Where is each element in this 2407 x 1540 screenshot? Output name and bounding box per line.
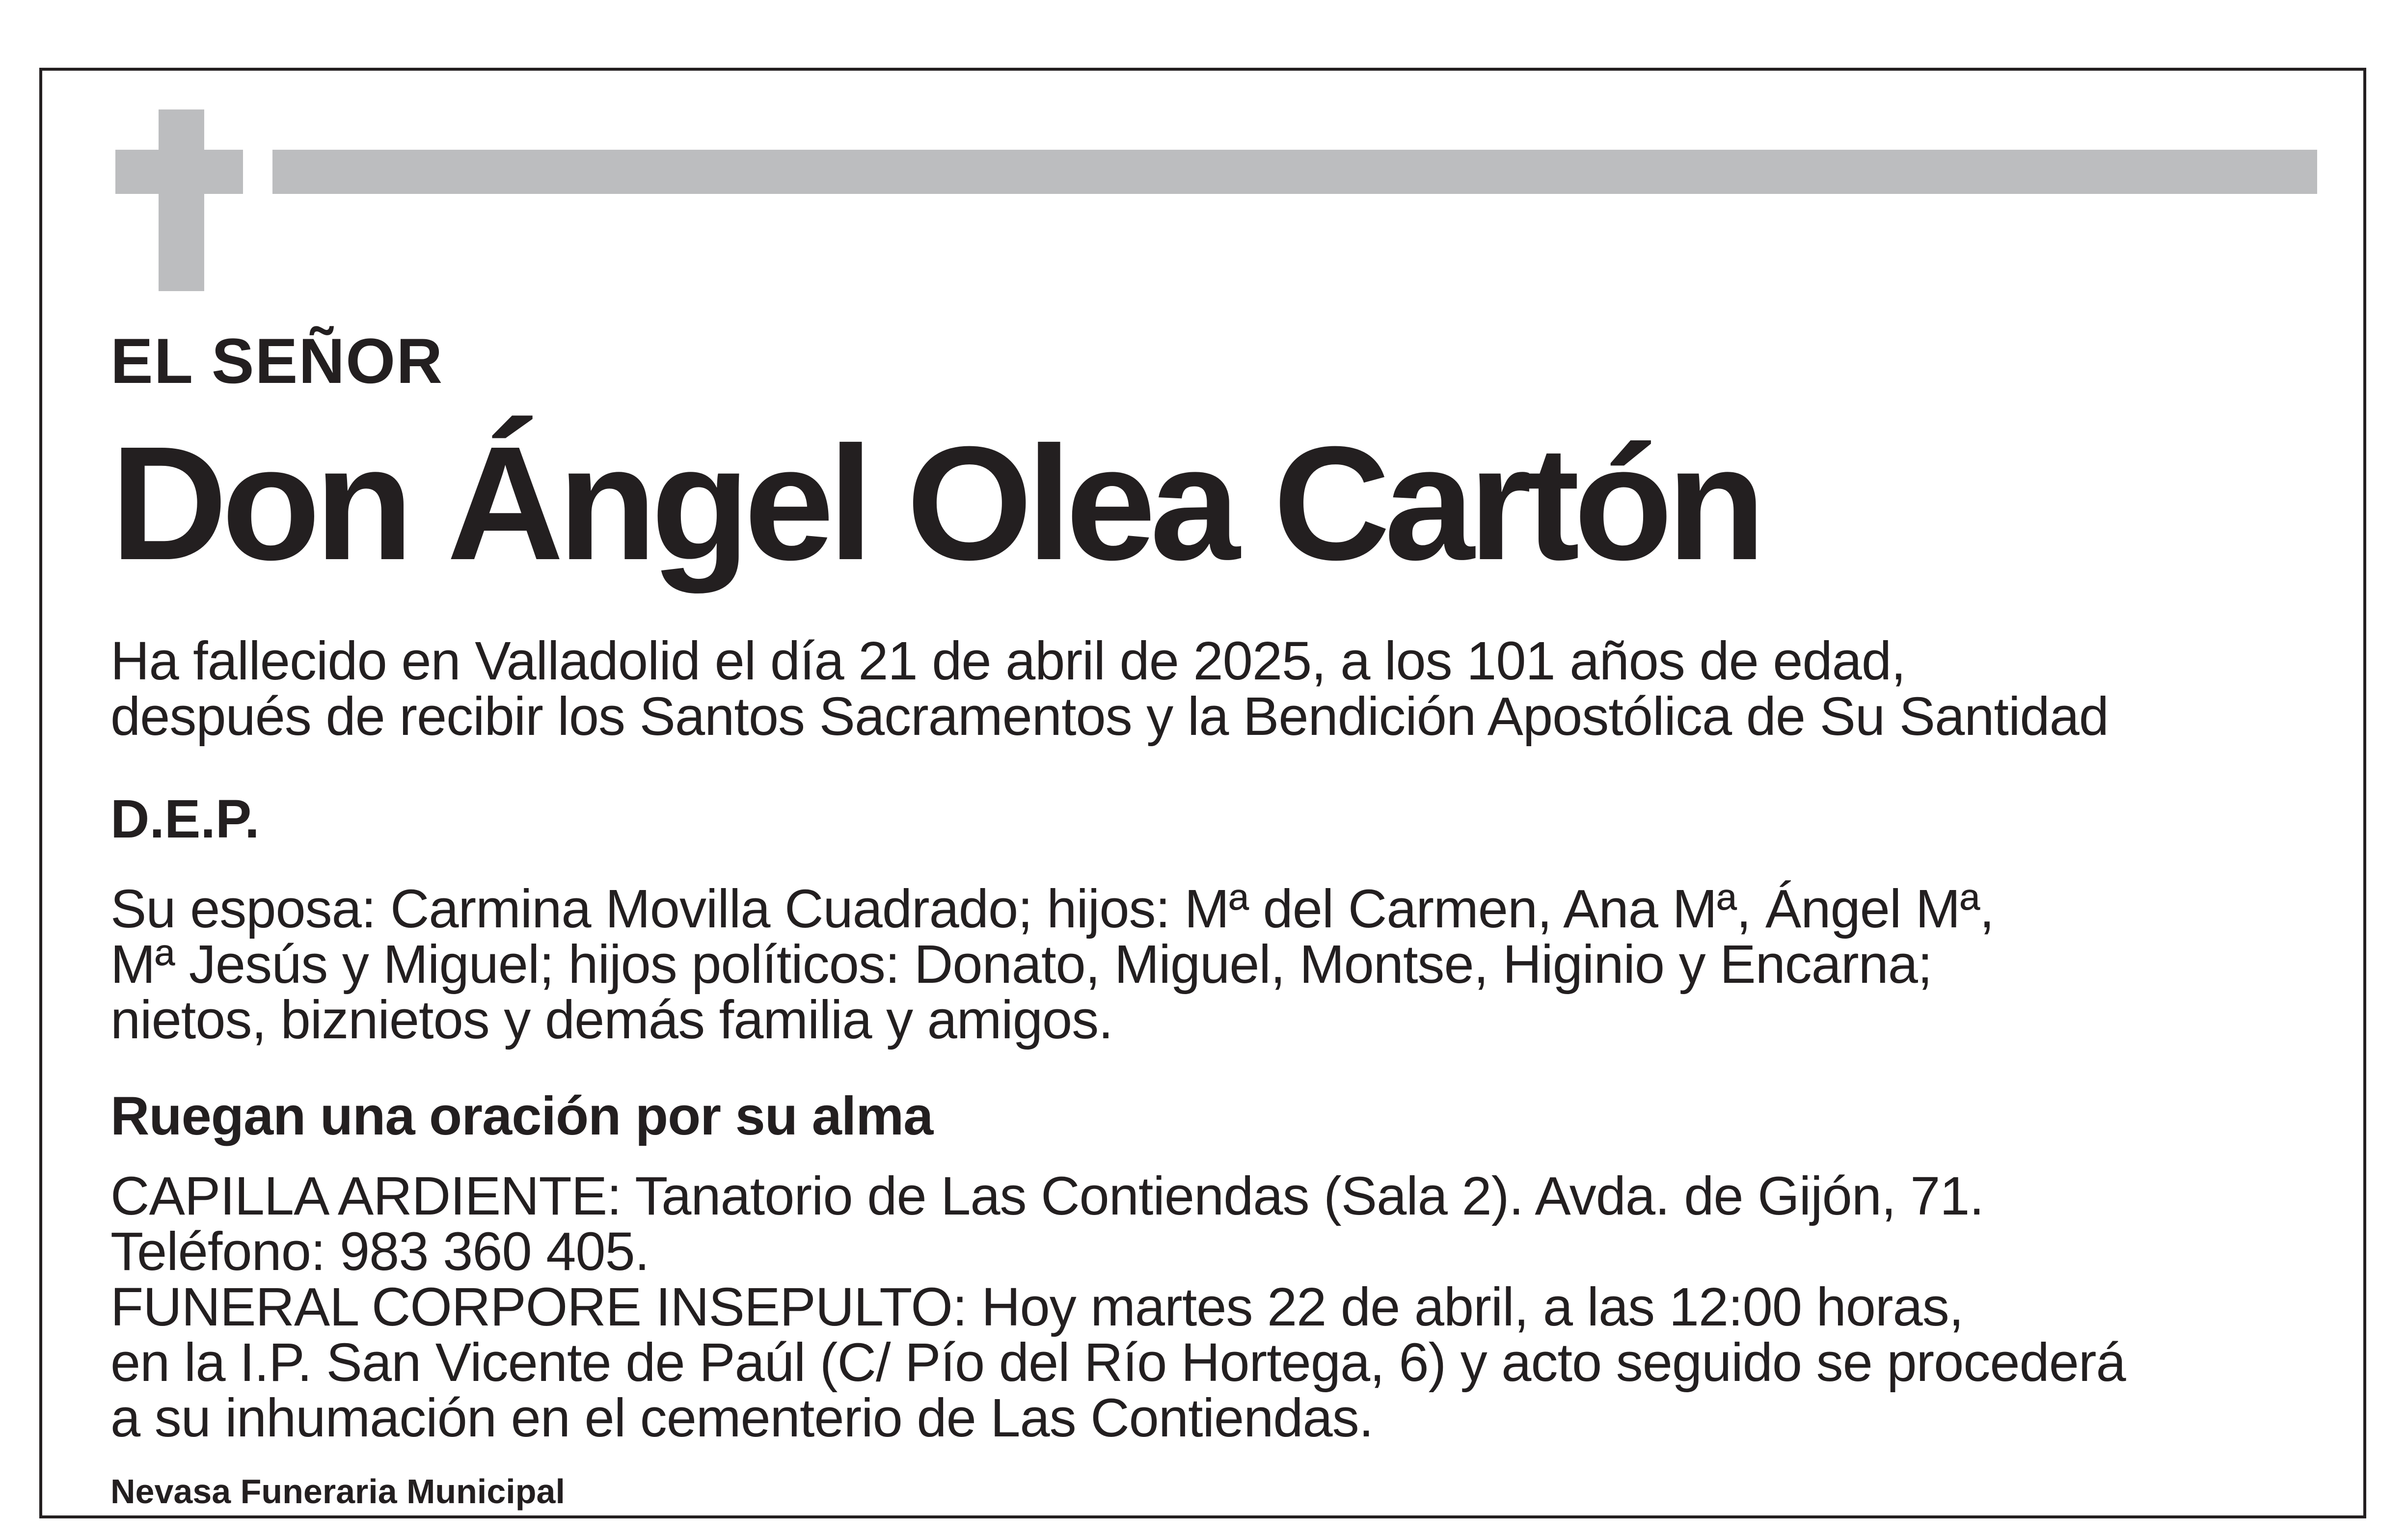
service-line: a su inhumación en el cementerio de Las Contiendas. (110, 1388, 1374, 1448)
cross-icon (159, 109, 204, 291)
cross-icon-arm (115, 150, 243, 194)
funeral-home-credit: Nevasa Funeraria Municipal (110, 1472, 565, 1511)
service-line: en la I.P. San Vicente de Paúl (C/ Pío del Río Hortega, 6) y acto seguido se procederá (110, 1332, 2126, 1393)
death-line: después de recibir los Santos Sacramentos y la Bendición Apostólica de Su Santidad (110, 686, 2109, 747)
honorific-prefix: EL SEÑOR (110, 325, 444, 397)
prayer-request: Ruegan una oración por su alma (110, 1086, 933, 1146)
rip-label: D.E.P. (110, 789, 260, 849)
death-line: Ha fallecido en Valladolid el día 21 de abril de 2025, a los 101 años de edad, (110, 631, 1906, 691)
family-list (110, 881, 1994, 1048)
family-line: nietos, biznietos y demás familia y amigos. (110, 990, 1113, 1050)
header-rule (272, 150, 2317, 194)
service-line: Teléfono: 983 360 405. (110, 1221, 649, 1282)
family-line: Mª Jesús y Miguel; hijos políticos: Donato, Miguel, Montse, Higinio y Encarna; (110, 934, 1932, 995)
service-line: FUNERAL CORPORE INSEPULTO: Hoy martes 22 de abril, a las 12:00 horas, (110, 1277, 1964, 1337)
death-announcement (110, 631, 2109, 747)
service-line: CAPILLA ARDIENTE: Tanatorio de Las Contiendas (Sala 2). Avda. de Gijón, 71. (110, 1166, 1984, 1226)
deceased-name: Don Ángel Olea Cartón (110, 412, 1760, 594)
family-line: Su esposa: Carmina Movilla Cuadrado; hijos: Mª del Carmen, Ana Mª, Ángel Mª, (110, 879, 1994, 939)
service-details (110, 1168, 2126, 1446)
